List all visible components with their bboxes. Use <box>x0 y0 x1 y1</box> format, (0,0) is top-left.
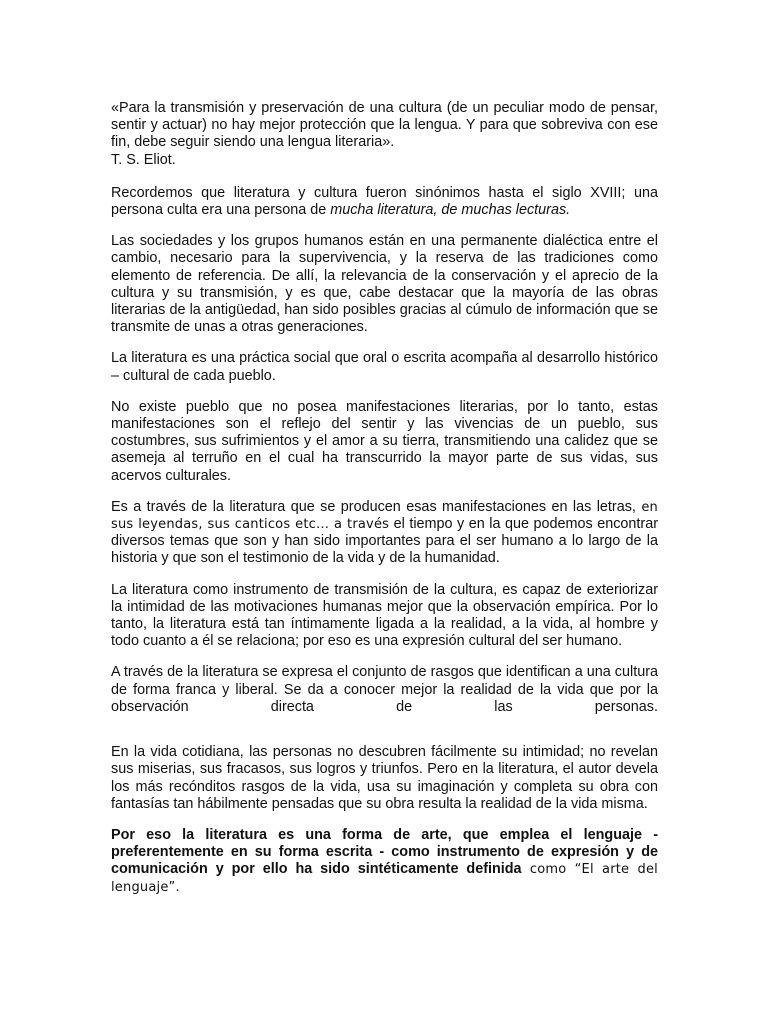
paragraph-6: La literatura como instrumento de transmisión de la cultura, es capaz de exteriorizar la intimidad de las motivaciones humanas mejor que la observación empírica. Por lo tanto, la literatura está tan íntimamente ligada a la realidad, a la vida, al hombre y todo cuanto a él se relaciona; por eso es una expresión cultural del ser humano. <box>111 581 658 650</box>
document-body <box>111 100 658 907</box>
paragraph-9 <box>111 827 658 896</box>
paragraph-7: A través de la literatura se expresa el conjunto de rasgos que identifican a una cultura de forma franca y liberal. Se da a conocer mejor la realidad de la vida que por la observación directa de las personas. <box>111 664 658 715</box>
paragraph-3: La literatura es una práctica social que oral o escrita acompaña al desarrollo histórico – cultural de cada pueblo. <box>111 350 658 384</box>
epigraph <box>111 100 658 169</box>
paragraph-1 <box>111 185 658 219</box>
paragraph-8: En la vida cotidiana, las personas no descubren fácilmente su intimidad; no revelan sus miserias, sus fracasos, sus logros y triunfos. Pero en la literatura, el autor devela los más recónditos rasgos de la vida, usa su imaginación y completa su obra con fantasías tan hábilmente pensadas que su obra resulta la realidad de la vida misma. <box>111 744 658 812</box>
paragraph-5-text-b: en sus leyendas, sus canticos etc… a través <box>111 499 658 533</box>
epigraph-quote: «Para la transmisión y preservación de una cultura (de un peculiar modo de pensar, sentir y actuar) no hay mejor protección que la lengua. Y para que sobreviva con ese fin, debe seguir siendo una lengua literaria». <box>111 100 658 151</box>
paragraph-9-ending: como “El arte del lenguaje”. <box>111 862 658 895</box>
paragraph-5-text-c: el tiempo y en la que podemos encontrar diversos temas que son y han sido importantes para el ser humano a lo largo de la historia y que son el testimonio de la vida y de la humanidad. <box>111 516 659 567</box>
paragraph-5 <box>111 499 658 568</box>
paragraph-9-text: Por eso la literatura es una forma de arte, que emplea el lenguaje - preferentemente en su forma escrita - como instrumento de expresión y de comunicación y por ello ha sido sintéticamente definida <box>111 826 658 878</box>
epigraph-author: T. S. Eliot. <box>111 151 176 168</box>
paragraph-5-text-a: Es a través de la literatura que se producen esas manifestaciones en las letras, <box>111 498 642 515</box>
paragraph-2: Las sociedades y los grupos humanos están en una permanente dialéctica entre el cambio, necesario para la supervivencia, y la reserva de las tradiciones como elemento de referencia. De allí, la relevancia de la conservación y el aprecio de la cultura y su transmisión, y es que, cabe destacar que la mayoría de las obras literarias de la antigüedad, han sido posibles gracias al cúmulo de información que se transmite de unas a otras generaciones. <box>111 233 658 336</box>
paragraph-1-emphasis: mucha literatura, de muchas lecturas. <box>330 202 571 219</box>
paragraph-4: No existe pueblo que no posea manifestaciones literarias, por lo tanto, estas manifestaciones son el reflejo del sentir y las vivencias de un pueblo, sus costumbres, sus sufrimientos y el amor a su tierra, transmitiendo una calidez que se asemeja al terruño en el cual ha transcurrido la mayor parte de sus vidas, sus acervos culturales. <box>111 398 658 484</box>
paragraph-1-text: Recordemos que literatura y cultura fueron sinónimos hasta el siglo XVIII; una persona culta era una persona de <box>111 184 658 219</box>
